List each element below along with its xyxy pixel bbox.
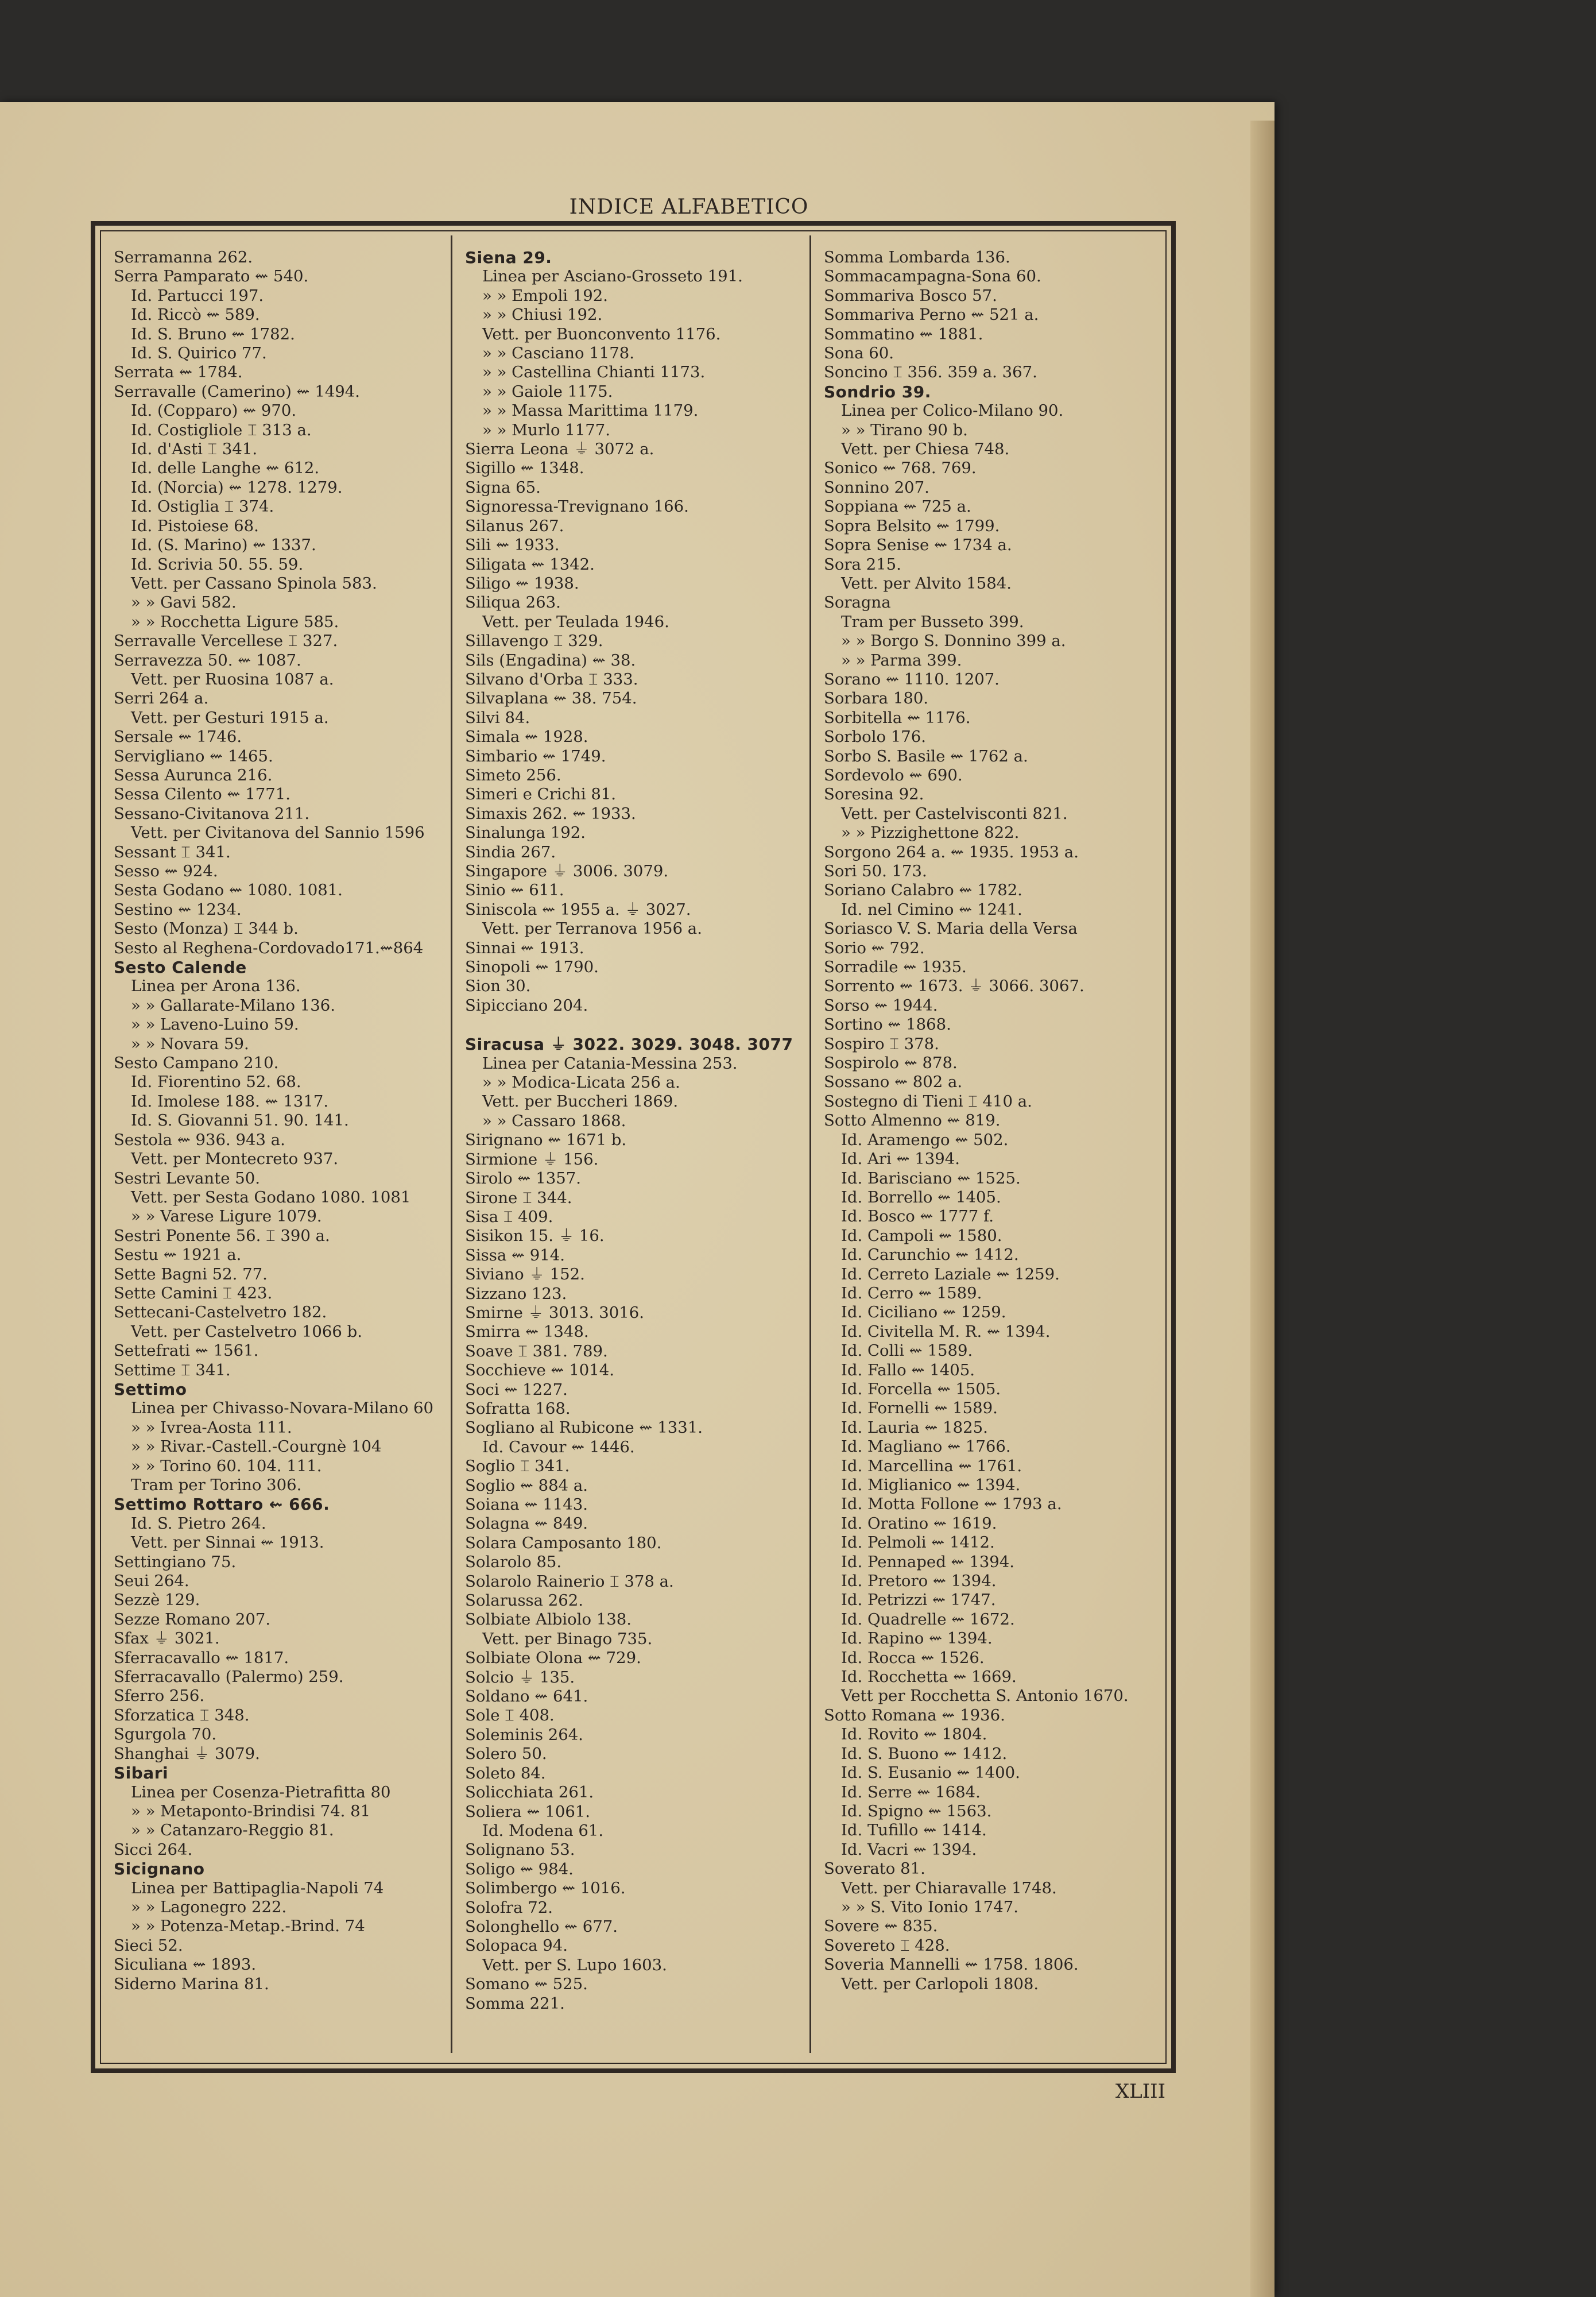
index-entry: Singapore ⏚ 3006. 3079.: [465, 862, 669, 880]
page-header: INDICE ALFABETICO: [569, 195, 809, 219]
index-entry: Id. Pretoro ⇜ 1394.: [841, 1572, 997, 1591]
index-entry: Id. Rocca ⇜ 1526.: [841, 1648, 985, 1667]
index-entry: Sorradile ⇜ 1935.: [824, 958, 967, 977]
index-entry: Sindia 267.: [465, 842, 556, 861]
index-entry: » » Cassaro 1868.: [482, 1111, 626, 1130]
index-entry: Sorbitella ⇜ 1176.: [824, 708, 971, 727]
index-entry: Soldano ⇜ 641.: [465, 1687, 588, 1706]
index-entry: Id. Imolese 188. ⇜ 1317.: [131, 1092, 329, 1111]
index-entry: Id. Motta Follone ⇜ 1793 a.: [841, 1495, 1062, 1514]
index-entry: » » Catanzaro-Reggio 81.: [131, 1821, 334, 1840]
index-entry: » » Gallarate-Milano 136.: [131, 996, 336, 1015]
index-entry: Sette Bagni 52. 77.: [114, 1264, 268, 1283]
index-entry: Soveria Mannelli ⇜ 1758. 1806.: [824, 1955, 1079, 1974]
index-entry: Silvano d'Orba ⌶ 333.: [465, 670, 638, 689]
index-entry: Settecani-Castelvetro 182.: [114, 1303, 327, 1322]
index-entry: Siligo ⇜ 1938.: [465, 574, 579, 593]
index-entry: Sommariva Perno ⇜ 521 a.: [824, 306, 1039, 324]
index-entry: Sgurgola 70.: [114, 1725, 217, 1744]
index-entry: Sopra Senise ⇜ 1734 a.: [824, 536, 1012, 555]
index-entry: Sils (Engadina) ⇜ 38.: [465, 651, 636, 670]
index-entry: Sofratta 168.: [465, 1399, 571, 1418]
index-entry: Sovereto ⌶ 428.: [824, 1936, 950, 1955]
index-entry: » » S. Vito Ionio 1747.: [841, 1897, 1018, 1916]
index-entry: Id. Aramengo ⇜ 502.: [841, 1130, 1009, 1149]
index-entry: Sorrento ⇜ 1673. ⏚ 3066. 3067.: [824, 977, 1084, 996]
index-entry: Vett. per Sinnai ⇜ 1913.: [131, 1533, 324, 1552]
index-entry: Sicignano: [114, 1859, 205, 1879]
index-entry: Sotto Romana ⇜ 1936.: [824, 1706, 1005, 1724]
index-entry: Sipicciano 204.: [465, 996, 588, 1015]
index-entry: Id. Tufillo ⇜ 1414.: [841, 1821, 987, 1840]
index-entry: Linea per Arona 136.: [131, 977, 301, 996]
index-entry: Solarussa 262.: [465, 1591, 584, 1610]
index-entry: Id. Marcellina ⇜ 1761.: [841, 1456, 1022, 1475]
index-entry: Soresina 92.: [824, 785, 924, 804]
index-entry: Vett. per Alvito 1584.: [841, 574, 1012, 593]
index-entry: Id. S. Pietro 264.: [131, 1514, 266, 1533]
index-entry: » » Castellina Chianti 1173.: [482, 363, 706, 382]
index-entry: Linea per Asciano-Grosseto 191.: [482, 267, 743, 286]
index-entry: » » Borgo S. Donnino 399 a.: [841, 632, 1066, 651]
index-entry: Id. Pistoiese 68.: [131, 516, 259, 535]
index-column-3: [824, 248, 1168, 2057]
index-entry: Simeto 256.: [465, 765, 561, 784]
index-entry: Smirra ⇜ 1348.: [465, 1322, 589, 1341]
index-entry: Soglio ⌶ 341.: [465, 1457, 570, 1476]
index-entry: Solbiate Olona ⇜ 729.: [465, 1649, 641, 1668]
index-entry: » » Varese Ligure 1079.: [131, 1207, 322, 1226]
index-entry: Id. S. Buono ⇜ 1412.: [841, 1744, 1008, 1763]
index-entry: Siligata ⇜ 1342.: [465, 555, 595, 574]
index-entry: Id. Modena 61.: [482, 1821, 604, 1840]
index-entry: Sommatino ⇜ 1881.: [824, 324, 983, 343]
index-entry: Sessa Cilento ⇜ 1771.: [114, 785, 290, 804]
index-entry: Id. Campoli ⇜ 1580.: [841, 1226, 1002, 1245]
index-entry: Solarolo Rainerio ⌶ 378 a.: [465, 1572, 674, 1591]
index-entry: Sesta Godano ⇜ 1080. 1081.: [114, 881, 343, 900]
index-entry: » » Parma 399.: [841, 651, 962, 670]
index-entry: Serramanna 262.: [114, 248, 253, 266]
index-entry: Simeri e Crichi 81.: [465, 785, 617, 804]
index-entry: Sinio ⇜ 611.: [465, 881, 564, 900]
index-entry: Soliera ⇜ 1061.: [465, 1802, 591, 1821]
index-entry: Sezzè 129.: [114, 1591, 200, 1610]
index-entry: » » Casciano 1178.: [482, 344, 635, 363]
index-entry: Soleto 84.: [465, 1764, 546, 1782]
index-entry: Siniscola ⇜ 1955 a. ⏚ 3027.: [465, 900, 691, 919]
index-entry: Solbiate Albiolo 138.: [465, 1610, 632, 1629]
index-entry: » » Modica-Licata 256 a.: [482, 1073, 680, 1092]
index-entry: Simaxis 262. ⇜ 1933.: [465, 804, 636, 823]
index-entry: Id. Riccò ⇜ 589.: [131, 306, 260, 324]
index-entry: Signa 65.: [465, 478, 541, 497]
index-entry: Vett. per Castelvetro 1066 b.: [131, 1322, 363, 1341]
index-entry: Sestino ⇜ 1234.: [114, 900, 242, 919]
index-entry: Sestu ⇜ 1921 a.: [114, 1246, 242, 1264]
index-entry: Sicci 264.: [114, 1840, 193, 1859]
index-entry: Sommariva Bosco 57.: [824, 286, 997, 305]
index-entry: Id. Pennaped ⇜ 1394.: [841, 1552, 1015, 1571]
index-entry: Sinalunga 192.: [465, 823, 586, 842]
index-entry: » » Metaponto-Brindisi 74. 81: [131, 1801, 371, 1820]
index-entry: Soriano Calabro ⇜ 1782.: [824, 881, 1022, 900]
index-entry: Sieci 52.: [114, 1936, 183, 1955]
index-entry: Sersale ⇜ 1746.: [114, 728, 242, 747]
index-column-2: [465, 248, 801, 2057]
index-entry: Id. Oratino ⇜ 1619.: [841, 1514, 997, 1533]
index-entry: » » Torino 60. 104. 111.: [131, 1456, 322, 1475]
index-entry: Siviano ⏚ 152.: [465, 1265, 585, 1284]
index-entry: Sovere ⇜ 835.: [824, 1917, 938, 1936]
page-number: XLIII: [1115, 2080, 1165, 2103]
index-entry: Id. d'Asti ⌶ 341.: [131, 440, 258, 459]
index-entry: Id. Petrizzi ⇜ 1747.: [841, 1591, 996, 1610]
index-entry: Soleminis 264.: [465, 1725, 583, 1744]
index-entry: Id. Lauria ⇜ 1825.: [841, 1418, 988, 1437]
index-entry: Somma Lombarda 136.: [824, 248, 1010, 266]
index-entry: Id. S. Giovanni 51. 90. 141.: [131, 1111, 349, 1130]
index-entry: Serravalle Vercellese ⌶ 327.: [114, 632, 338, 651]
index-entry: Sforzatica ⌶ 348.: [114, 1706, 250, 1724]
index-entry: Sion 30.: [465, 977, 531, 996]
index-entry: » » Rivar.-Castell.-Courgnè 104: [131, 1437, 382, 1456]
index-entry: Sordevolo ⇜ 690.: [824, 765, 963, 784]
index-entry: Id. Fornelli ⇜ 1589.: [841, 1399, 998, 1418]
index-entry: Id. Carunchio ⇜ 1412.: [841, 1246, 1019, 1264]
index-entry: Sestri Levante 50.: [114, 1169, 260, 1188]
index-entry: Silvaplana ⇜ 38. 754.: [465, 689, 637, 708]
index-entry: [465, 1015, 801, 1035]
index-entry: Sesto Campano 210.: [114, 1054, 279, 1073]
index-entry: » » Potenza-Metap.-Brind. 74: [131, 1917, 365, 1936]
index-entry: Id. (Copparo) ⇜ 970.: [131, 401, 297, 420]
index-entry: Linea per Battipaglia-Napoli 74: [131, 1878, 384, 1897]
index-entry: Siculiana ⇜ 1893.: [114, 1955, 257, 1974]
index-entry: Linea per Catania-Messina 253.: [482, 1054, 738, 1073]
index-entry: Serri 264 a.: [114, 689, 209, 708]
index-entry: Vett. per Montecreto 937.: [131, 1150, 339, 1169]
index-entry: Id. Ari ⇜ 1394.: [841, 1150, 960, 1169]
index-entry: Sisikon 15. ⏚ 16.: [465, 1227, 605, 1246]
index-entry: » » Laveno-Luino 59.: [131, 1015, 299, 1034]
index-entry: Soave ⌶ 381. 789.: [465, 1341, 608, 1360]
index-entry: Vett. per Teulada 1946.: [482, 612, 669, 631]
index-entry: Siderno Marina 81.: [114, 1974, 269, 1993]
index-entry: Servigliano ⇜ 1465.: [114, 747, 273, 765]
index-entry: Sigillo ⇜ 1348.: [465, 459, 584, 478]
index-entry: Serravalle (Camerino) ⇜ 1494.: [114, 382, 361, 401]
index-entry: Solimbergo ⇜ 1016.: [465, 1879, 626, 1898]
index-entry: Sortino ⇜ 1868.: [824, 1015, 951, 1034]
index-entry: Sibari: [114, 1764, 169, 1783]
index-entry: » » Gavi 582.: [131, 593, 237, 612]
index-entry: Soci ⇜ 1227.: [465, 1380, 568, 1399]
index-entry: Vett. per Cassano Spinola 583.: [131, 574, 377, 593]
index-entry: Sirmione ⏚ 156.: [465, 1150, 599, 1169]
index-entry: Vett. per Carlopoli 1808.: [841, 1974, 1039, 1993]
index-entry: Smirne ⏚ 3013. 3016.: [465, 1303, 645, 1322]
index-entry: Sorbolo 176.: [824, 728, 927, 747]
index-entry: Somma 221.: [465, 1994, 565, 2013]
index-entry: Sinopoli ⇜ 1790.: [465, 958, 599, 977]
index-entry: Id. delle Langhe ⇜ 612.: [131, 459, 320, 478]
index-entry: Id. Fiorentino 52. 68.: [131, 1073, 301, 1092]
index-entry: Sinnai ⇜ 1913.: [465, 938, 584, 957]
index-entry: Id. (Norcia) ⇜ 1278. 1279.: [131, 478, 343, 497]
index-entry: Settime ⌶ 341.: [114, 1360, 231, 1379]
index-entry: Id. Cerreto Laziale ⇜ 1259.: [841, 1264, 1060, 1283]
index-entry: Id. Civitella M. R. ⇜ 1394.: [841, 1322, 1051, 1341]
index-entry: Id. Costigliole ⌶ 313 a.: [131, 420, 312, 439]
index-entry: Soiana ⇜ 1143.: [465, 1495, 588, 1514]
index-entry: Sissa ⇜ 914.: [465, 1246, 565, 1264]
index-entry: Id. (S. Marino) ⇜ 1337.: [131, 536, 316, 555]
index-entry: Siena 29.: [465, 248, 552, 267]
index-entry: Signoressa-Trevignano 166.: [465, 497, 689, 516]
index-entry: Soligo ⇜ 984.: [465, 1859, 574, 1878]
index-entry: Sessant ⌶ 341.: [114, 842, 231, 861]
index-entry: Id. Rocchetta ⇜ 1669.: [841, 1668, 1017, 1687]
index-entry: Sillavengo ⌶ 329.: [465, 632, 603, 651]
index-entry: Id. Rapino ⇜ 1394.: [841, 1629, 993, 1648]
index-entry: Sessano-Civitanova 211.: [114, 804, 310, 823]
index-entry: Id. Miglianico ⇜ 1394.: [841, 1476, 1021, 1494]
index-entry: Id. Colli ⇜ 1589.: [841, 1341, 973, 1360]
index-entry: Id. Rovito ⇜ 1804.: [841, 1725, 987, 1744]
index-entry: Seui 264.: [114, 1572, 189, 1591]
index-entry: Id. Borrello ⇜ 1405.: [841, 1188, 1001, 1206]
index-entry: Id. Scrivia 50. 55. 59.: [131, 555, 304, 574]
index-entry: Id. S. Quirico 77.: [131, 344, 267, 363]
index-entry: Sili ⇜ 1933.: [465, 536, 560, 555]
index-entry: Id. Forcella ⇜ 1505.: [841, 1379, 1001, 1398]
index-entry: » » Tirano 90 b.: [841, 420, 968, 439]
index-entry: Id. Barisciano ⇜ 1525.: [841, 1169, 1021, 1188]
index-entry: Vett. per Gesturi 1915 a.: [131, 708, 329, 727]
page-edge: [1250, 121, 1275, 2297]
index-entry: Somano ⇜ 525.: [465, 1975, 588, 1994]
index-entry: Sesto (Monza) ⌶ 344 b.: [114, 919, 299, 938]
index-entry: Sierra Leona ⏚ 3072 a.: [465, 440, 654, 459]
index-entry: Soriasco V. S. Maria della Versa: [824, 919, 1078, 938]
index-entry: Id. Partucci 197.: [131, 286, 264, 305]
index-entry: Id. S. Bruno ⇜ 1782.: [131, 324, 295, 343]
index-entry: » » Pizzighettone 822.: [841, 823, 1020, 842]
index-entry: Solagna ⇜ 849.: [465, 1514, 588, 1533]
index-entry: Id. Ciciliano ⇜ 1259.: [841, 1303, 1006, 1322]
index-entry: Sirignano ⇜ 1671 b.: [465, 1131, 627, 1150]
index-entry: Sossano ⇜ 802 a.: [824, 1073, 963, 1092]
index-entry: Id. S. Eusanio ⇜ 1400.: [841, 1764, 1020, 1782]
index-entry: Solara Camposanto 180.: [465, 1533, 662, 1552]
index-entry: Soncino ⌶ 356. 359 a. 367.: [824, 363, 1037, 382]
index-column-1: [114, 248, 450, 2057]
index-entry: Vett. per Terranova 1956 a.: [482, 919, 702, 938]
index-entry: Linea per Chivasso-Novara-Milano 60: [131, 1399, 434, 1418]
index-entry: Shanghai ⏚ 3079.: [114, 1744, 260, 1763]
index-entry: Id. Cerro ⇜ 1589.: [841, 1283, 982, 1302]
index-entry: Sorso ⇜ 1944.: [824, 996, 938, 1015]
index-entry: Sesto Calende: [114, 958, 247, 977]
index-entry: » » Murlo 1177.: [482, 420, 610, 439]
index-entry: Vett. per Castelvisconti 821.: [841, 804, 1068, 823]
index-entry: » » Massa Marittima 1179.: [482, 401, 699, 420]
index-entry: Siliqua 263.: [465, 593, 561, 612]
index-entry: Id. Fallo ⇜ 1405.: [841, 1360, 975, 1379]
index-entry: Vett. per Chiaravalle 1748.: [841, 1878, 1057, 1897]
index-entry: Socchieve ⇜ 1014.: [465, 1361, 615, 1380]
index-entry: Sezze Romano 207.: [114, 1610, 271, 1629]
index-entry: Sopra Belsito ⇜ 1799.: [824, 516, 1000, 535]
index-entry: Sesto al Reghena-Cordovado171.⇜864: [114, 938, 424, 957]
index-entry: Sirolo ⇜ 1357.: [465, 1169, 581, 1188]
index-entry: Solopaca 94.: [465, 1936, 568, 1955]
index-entry: Sole ⌶ 408.: [465, 1706, 555, 1725]
index-entry: Sonnino 207.: [824, 478, 929, 497]
index-entry: Sori 50. 173.: [824, 862, 927, 880]
index-entry: Id. nel Cimino ⇜ 1241.: [841, 900, 1022, 919]
index-entry: Solarolo 85.: [465, 1553, 562, 1572]
index-entry: Settimo Rottaro ⇜ 666.: [114, 1495, 330, 1514]
index-entry: » » Lagonegro 222.: [131, 1897, 287, 1916]
index-entry: Settingiano 75.: [114, 1552, 237, 1571]
index-entry: Id. Magliano ⇜ 1766.: [841, 1437, 1011, 1456]
index-entry: Vett per Rocchetta S. Antonio 1670.: [841, 1687, 1129, 1706]
index-entry: Sizzano 123.: [465, 1284, 567, 1303]
index-entry: Vett. per Sesta Godano 1080. 1081: [131, 1188, 411, 1206]
index-entry: Sirone ⌶ 344.: [465, 1188, 572, 1207]
index-entry: Id. Vacri ⇜ 1394.: [841, 1840, 977, 1859]
index-entry: Vett. per Buonconvento 1176.: [482, 324, 721, 343]
index-entry: Tram per Torino 306.: [131, 1476, 302, 1494]
index-entry: Sospirolo ⇜ 878.: [824, 1054, 958, 1073]
index-entry: » » Gaiole 1175.: [482, 382, 613, 401]
index-entry: Sette Camini ⌶ 423.: [114, 1283, 273, 1302]
index-entry: Sferro 256.: [114, 1687, 205, 1706]
index-entry: Simbario ⇜ 1749.: [465, 747, 606, 765]
index-entry: Soglio ⇜ 884 a.: [465, 1476, 588, 1495]
index-entry: Sotto Almenno ⇜ 819.: [824, 1111, 1001, 1130]
index-entry: Id. Ostiglia ⌶ 374.: [131, 497, 274, 516]
index-entry: » » Empoli 192.: [482, 286, 609, 305]
index-entry: Soppiana ⇜ 725 a.: [824, 497, 971, 516]
index-entry: Sferracavallo (Palermo) 259.: [114, 1668, 344, 1687]
index-entry: Sospiro ⌶ 378.: [824, 1034, 939, 1053]
index-entry: Id. Bosco ⇜ 1777 f.: [841, 1207, 994, 1226]
index-entry: Sferracavallo ⇜ 1817.: [114, 1648, 289, 1667]
index-entry: Id. Spigno ⇜ 1563.: [841, 1801, 992, 1820]
index-entry: Sisa ⌶ 409.: [465, 1207, 553, 1226]
index-entry: Settefrati ⇜ 1561.: [114, 1341, 259, 1360]
index-entry: Id. Quadrelle ⇜ 1672.: [841, 1610, 1015, 1629]
index-entry: Soverato 81.: [824, 1859, 925, 1878]
index-entry: Linea per Colico-Milano 90.: [841, 401, 1064, 420]
index-entry: Sora 215.: [824, 555, 901, 574]
column-divider: [809, 235, 811, 2053]
index-entry: Serrata ⇜ 1784.: [114, 363, 243, 382]
index-entry: » » Rocchetta Ligure 585.: [131, 612, 339, 631]
index-entry: Sorbara 180.: [824, 689, 929, 708]
index-entry: » » Chiusi 192.: [482, 306, 603, 324]
index-entry: Vett. per S. Lupo 1603.: [482, 1955, 667, 1974]
index-entry: Sostegno di Tieni ⌶ 410 a.: [824, 1092, 1032, 1111]
index-entry: Sorio ⇜ 792.: [824, 938, 925, 957]
index-entry: Settimo: [114, 1379, 187, 1399]
index-entry: » » Ivrea-Aosta 111.: [131, 1418, 292, 1437]
index-entry: Id. Pelmoli ⇜ 1412.: [841, 1533, 995, 1552]
index-entry: Serravezza 50. ⇜ 1087.: [114, 651, 301, 670]
index-entry: Vett. per Binago 735.: [482, 1629, 653, 1648]
index-entry: Sommacampagna-Sona 60.: [824, 267, 1041, 286]
index-entry: Sona 60.: [824, 344, 894, 363]
index-entry: Sestola ⇜ 936. 943 a.: [114, 1130, 285, 1149]
index-entry: Serra Pamparato ⇜ 540.: [114, 267, 309, 286]
index-entry: Silanus 267.: [465, 516, 564, 535]
index-entry: Vett. per Civitanova del Sannio 1596: [131, 823, 425, 842]
index-entry: Id. Cavour ⇜ 1446.: [482, 1437, 635, 1456]
index-entry: Solonghello ⇜ 677.: [465, 1917, 618, 1936]
index-entry: » » Novara 59.: [131, 1034, 249, 1053]
index-entry: Vett. per Chiesa 748.: [841, 440, 1010, 459]
index-entry: Solicchiata 261.: [465, 1783, 594, 1802]
index-entry: Linea per Cosenza-Pietrafitta 80: [131, 1782, 391, 1801]
index-entry: Sonico ⇜ 768. 769.: [824, 459, 977, 478]
index-entry: Sorbo S. Basile ⇜ 1762 a.: [824, 747, 1028, 765]
index-entry: Sesso ⇜ 924.: [114, 862, 218, 880]
index-entry: Sondrio 39.: [824, 382, 931, 401]
index-entry: Sorano ⇜ 1110. 1207.: [824, 670, 1000, 689]
index-entry: Solignano 53.: [465, 1840, 575, 1859]
index-entry: Soragna: [824, 593, 891, 612]
index-entry: Siracusa ⏚ 3022. 3029. 3048. 3077: [465, 1035, 793, 1054]
index-entry: Solcio ⏚ 135.: [465, 1668, 575, 1687]
index-entry: Sfax ⏚ 3021.: [114, 1629, 220, 1648]
index-entry: Sestri Ponente 56. ⌶ 390 a.: [114, 1226, 330, 1245]
index-entry: Simala ⇜ 1928.: [465, 728, 588, 747]
index-entry: Vett. per Ruosina 1087 a.: [131, 670, 334, 689]
index-entry: Sorgono 264 a. ⇜ 1935. 1953 a.: [824, 842, 1079, 861]
index-entry: Sessa Aurunca 216.: [114, 765, 273, 784]
index-entry: Solero 50.: [465, 1745, 547, 1764]
index-entry: Solofra 72.: [465, 1898, 553, 1917]
column-divider: [451, 235, 452, 2053]
index-entry: Tram per Busseto 399.: [841, 612, 1024, 631]
index-entry: Silvi 84.: [465, 708, 530, 727]
index-entry: Sogliano al Rubicone ⇜ 1331.: [465, 1418, 703, 1437]
index-entry: Vett. per Buccheri 1869.: [482, 1092, 679, 1111]
index-entry: Id. Serre ⇜ 1684.: [841, 1782, 981, 1801]
